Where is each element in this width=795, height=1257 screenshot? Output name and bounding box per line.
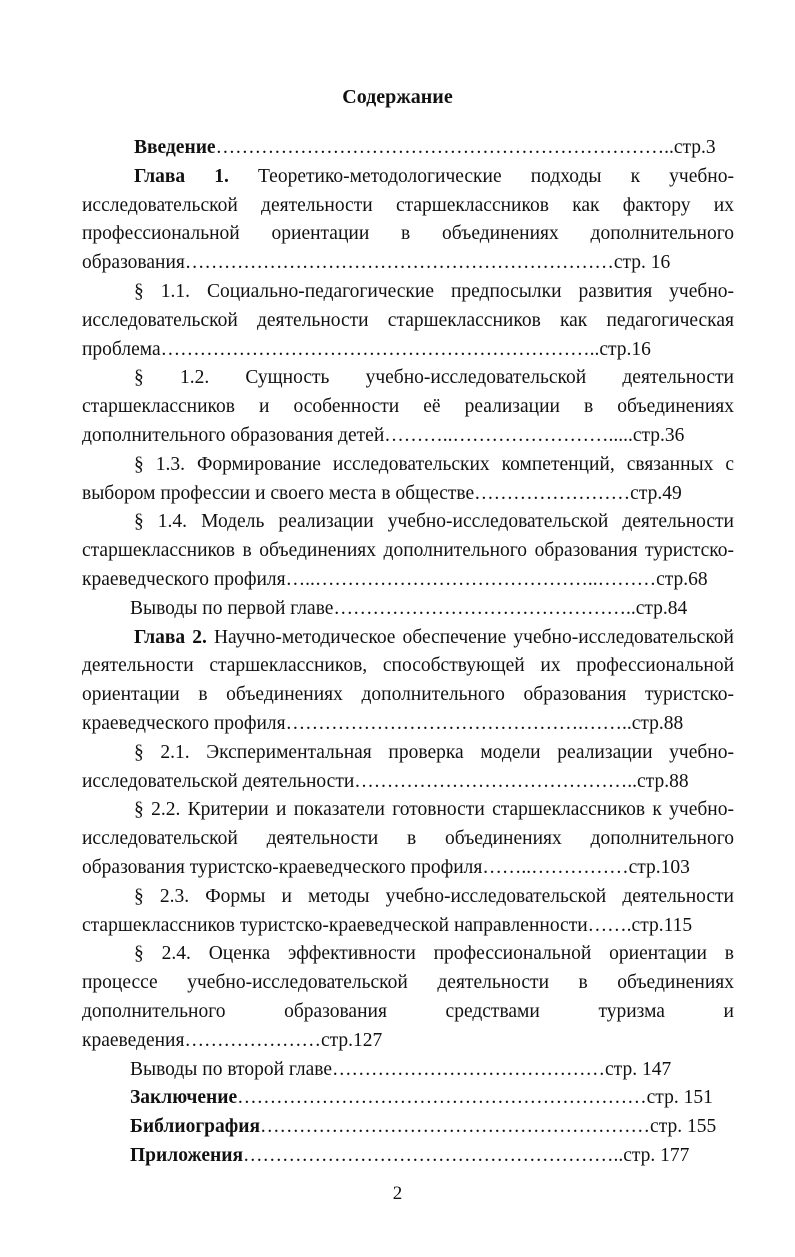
entry-text: § 2.4. Оценка эффективности профессиональной ориентации в процессе учебно-исследовательской деятельности в объединениях дополнительного образования средствами туризма и краеведения xyxy=(82,943,734,1051)
entry-lead: Заключение xyxy=(130,1087,238,1109)
toc-entry-bibliography[interactable] xyxy=(82,1113,734,1142)
entry-dots: …………………………………….. xyxy=(354,770,638,792)
toc-entry-section-1-1[interactable] xyxy=(82,278,734,364)
entry-page: стр.103 xyxy=(628,856,690,878)
toc-entry-conclusions-chapter-2[interactable] xyxy=(82,1056,734,1085)
entry-dots: ………..……………………..... xyxy=(384,424,633,446)
entry-page: стр.84 xyxy=(635,597,688,619)
entry-dots: ……………………………………….…….. xyxy=(285,712,632,734)
entry-text: Научно-методическое обеспечение учебно-исследовательской деятельности старшеклассников, способствующей их профессиональной ориентации в объединениях дополнительного образования туристско-краеведческого профиля xyxy=(82,626,734,734)
toc-entry-conclusions-chapter-1[interactable] xyxy=(82,595,734,624)
entry-dots: ……………………………………………………… xyxy=(237,1087,647,1109)
entry-dots: ………………… xyxy=(184,1029,321,1051)
entry-dots: …………………………………………………… xyxy=(260,1116,651,1138)
entry-dots: ……..…………… xyxy=(482,856,629,878)
toc-title: Содержание xyxy=(342,86,453,108)
entry-dots: …………………… xyxy=(474,482,631,504)
entry-lead: Глава 2. xyxy=(134,626,207,648)
entry-page: стр. 155 xyxy=(650,1116,717,1138)
toc-entry-introduction[interactable] xyxy=(82,134,734,163)
table-of-contents xyxy=(82,134,734,1171)
entry-text: § 1.2. Сущность учебно-исследовательской деятельности старшеклассников и особенности её реализации в объединениях дополнительного образования детей xyxy=(82,367,734,446)
toc-entry-section-2-4[interactable] xyxy=(82,940,734,1055)
entry-dots: ………………………………………………………… xyxy=(184,252,614,274)
toc-entry-section-2-2[interactable] xyxy=(82,796,734,882)
entry-page: стр. 151 xyxy=(646,1087,713,1109)
entry-page: стр.115 xyxy=(631,914,693,936)
toc-entry-section-1-2[interactable] xyxy=(82,364,734,450)
entry-dots: ………………………………………………………….. xyxy=(160,338,600,360)
toc-entry-section-2-1[interactable] xyxy=(82,739,734,797)
entry-page: стр.68 xyxy=(656,568,708,590)
entry-page: стр.3 xyxy=(673,137,716,158)
entry-text: Выводы по второй главе xyxy=(130,1058,333,1080)
toc-entry-section-1-4[interactable] xyxy=(82,508,734,594)
toc-entry-chapter-2[interactable] xyxy=(82,624,734,739)
entry-lead: Приложения xyxy=(130,1144,244,1166)
entry-dots: …..……………………………………..……… xyxy=(285,568,657,590)
entry-page: стр.88 xyxy=(637,770,689,792)
entry-page: стр. 147 xyxy=(605,1058,672,1080)
entry-page: стр. 177 xyxy=(623,1144,690,1166)
toc-entry-chapter-1[interactable] xyxy=(82,163,734,278)
entry-text: § 1.4. Модель реализации учебно-исследовательской деятельности старшеклассников в объединениях дополнительного образования туристско-краеведческого профиля xyxy=(82,511,734,590)
entry-text: § 2.3. Формы и методы учебно-исследовательской деятельности старшеклассников туристско-краеведческой направленности xyxy=(82,885,734,936)
toc-entry-section-2-3[interactable] xyxy=(82,883,734,941)
entry-page: стр.49 xyxy=(630,482,682,504)
toc-entry-appendices[interactable] xyxy=(82,1142,734,1171)
entry-dots: …………………………………………………………….. xyxy=(215,137,674,158)
entry-page: стр.88 xyxy=(631,712,684,734)
entry-lead: Библиография xyxy=(130,1116,261,1138)
toc-entry-conclusion[interactable] xyxy=(82,1084,734,1113)
entry-text: Выводы по первой главе xyxy=(130,597,334,619)
entry-dots: ………………………………………………….. xyxy=(243,1144,624,1166)
page-number: 2 xyxy=(392,1183,403,1204)
entry-dots: …………………………………… xyxy=(332,1058,606,1080)
entry-page: стр.36 xyxy=(632,424,685,446)
entry-text: § 2.2. Критерии и показатели готовности старшеклассников к учебно-исследовательской деятельности в объединениях дополнительного образования туристско-краеведческого профиля xyxy=(82,799,734,878)
entry-text: § 1.1. Социально-педагогические предпосылки развития учебно-исследовательской деятельности старшеклассников как педагогическая проблема xyxy=(82,280,734,360)
toc-entry-section-1-3[interactable] xyxy=(82,451,734,509)
entry-text: § 2.1. Экспериментальная проверка модели реализации учебно-исследовательской деятельности xyxy=(82,741,734,792)
entry-page: стр.127 xyxy=(320,1029,383,1051)
entry-text: § 1.3. Формирование исследовательских компетенций, связанных с выбором профессии и своего места в обществе xyxy=(82,453,734,504)
entry-page: стр. 16 xyxy=(613,252,671,274)
entry-lead: Глава 1. xyxy=(134,165,229,187)
entry-page: стр.16 xyxy=(599,338,651,360)
entry-text: Теоретико-методологические подходы к учебно-исследовательской деятельности старшеклассников как фактору их профессиональной ориентации в объединениях дополнительного образования xyxy=(82,165,734,274)
entry-dots: ……………………………………….. xyxy=(333,597,636,619)
entry-lead: Введение xyxy=(134,137,216,158)
entry-dots: ……. xyxy=(587,914,632,936)
